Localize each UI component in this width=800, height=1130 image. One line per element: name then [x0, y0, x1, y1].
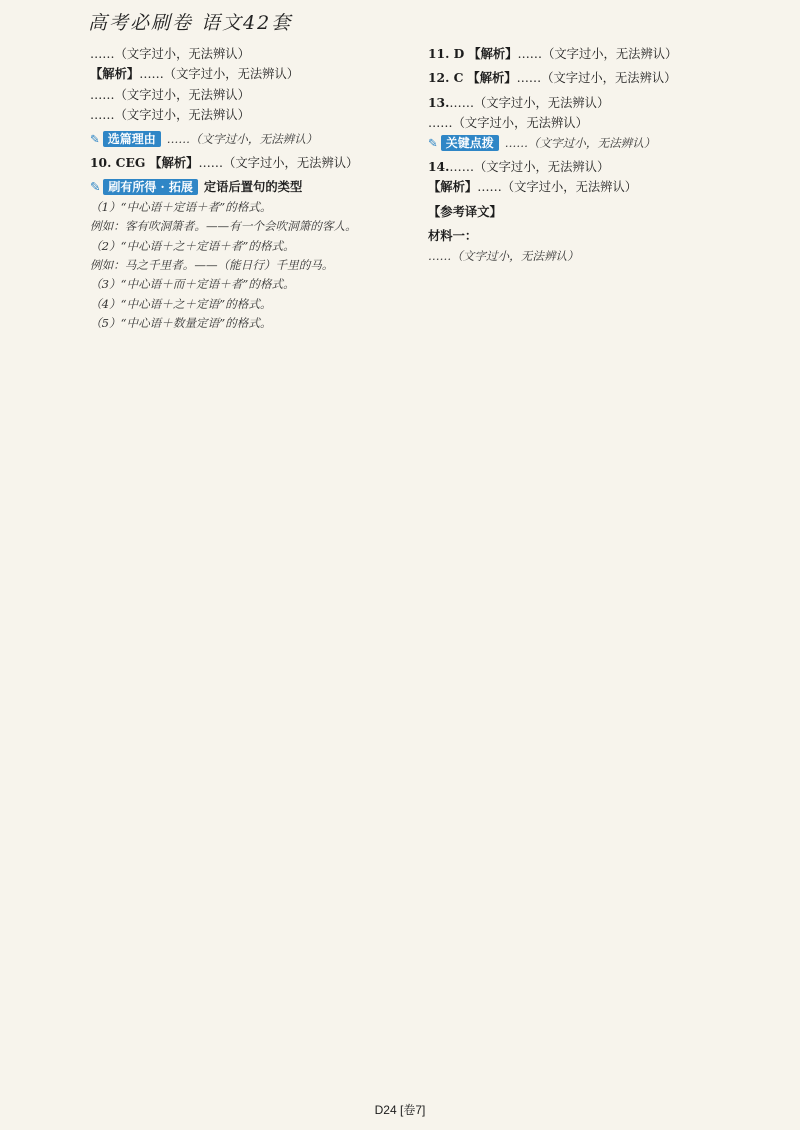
- analysis-text: ……（文字过小，无法辨认）: [139, 67, 300, 82]
- question-12: [428, 68, 738, 88]
- extension-line: （2）“中心语＋之＋定语＋者”的格式。: [90, 238, 295, 253]
- analysis-tag: 【解析】: [467, 70, 517, 86]
- selection-reason-text: ……（文字过小，无法辨认）: [166, 131, 318, 146]
- question-11-analysis: ……（文字过小，无法辨认）: [517, 47, 678, 61]
- analysis-tag: 【解析】: [468, 46, 518, 61]
- question-14-analysis-text: ……（文字过小，无法辨认）: [477, 180, 638, 195]
- extension-line: 例如：马之千里者。——（能日行）千里的马。: [90, 258, 334, 273]
- extension-line: （5）“中心语＋数量定语”的格式。: [90, 316, 272, 331]
- question-14-analysis: [428, 177, 738, 197]
- pen-icon: ✎: [90, 131, 100, 146]
- answer-paragraph: ……（文字过小，无法辨认）: [90, 47, 250, 61]
- extension-line: 例如：客有吹洞箫者。——有一个会吹洞箫的客人。: [90, 219, 357, 234]
- analysis-tag: 【解析】: [428, 179, 478, 195]
- question-number: 11. D: [428, 46, 465, 61]
- analysis-paragraph: [90, 64, 410, 84]
- question-13-answer-1: ……（文字过小，无法辨认）: [449, 95, 610, 110]
- analysis-paragraph: ……（文字过小，无法辨认）: [90, 108, 250, 123]
- question-number: 13.: [428, 94, 450, 110]
- question-number: 10. CEG: [90, 155, 146, 171]
- left-column: [90, 44, 410, 334]
- reference-translation-heading: 【参考译文】: [428, 203, 502, 219]
- key-tip-text: ……（文字过小，无法辨认）: [504, 135, 656, 150]
- page-number: D24 [卷7]: [374, 1103, 426, 1117]
- question-14-answer: ……（文字过小，无法辨认）: [449, 160, 610, 175]
- extension-line: （1）“中心语＋定语＋者”的格式。: [90, 199, 272, 214]
- analysis-paragraph: ……（文字过小，无法辨认）: [90, 87, 250, 102]
- question-14: [428, 157, 738, 177]
- analysis-tag: 【解析】: [149, 155, 199, 171]
- translation-text: ……（文字过小，无法辨认）: [428, 248, 579, 263]
- question-number: 12. C: [428, 70, 464, 86]
- question-10: [90, 153, 410, 173]
- extension-title: 定语后置句的类型: [203, 179, 303, 195]
- right-column: [428, 44, 738, 266]
- question-13-answer-2: ……（文字过小，无法辨认）: [428, 116, 588, 131]
- extension-line: （3）“中心语＋而＋定语＋者”的格式。: [90, 277, 295, 292]
- question-12-analysis: ……（文字过小，无法辨认）: [516, 71, 677, 86]
- question-10-analysis: ……（文字过小，无法辨认）: [198, 156, 359, 171]
- pen-icon: ✎: [428, 135, 438, 150]
- pen-icon: ✎: [90, 180, 101, 195]
- question-13: [428, 93, 738, 113]
- selection-reason-badge: 选篇理由: [103, 131, 161, 147]
- question-number: 14.: [428, 159, 450, 175]
- material-heading: 材料一：: [428, 228, 478, 244]
- extension-badge: 刷有所得 · 拓展: [103, 179, 198, 195]
- extension-header: [90, 177, 410, 197]
- page-title: 高考必刷卷 语文42套: [88, 12, 293, 34]
- selection-reason: [90, 130, 410, 149]
- question-11: [428, 44, 738, 64]
- key-tip-badge: 关键点拨: [441, 135, 499, 151]
- extension-line: （4）“中心语＋之＋定语”的格式。: [90, 296, 272, 311]
- key-tip: [428, 134, 738, 153]
- analysis-tag: 【解析】: [90, 66, 140, 82]
- extension-list: [90, 198, 410, 334]
